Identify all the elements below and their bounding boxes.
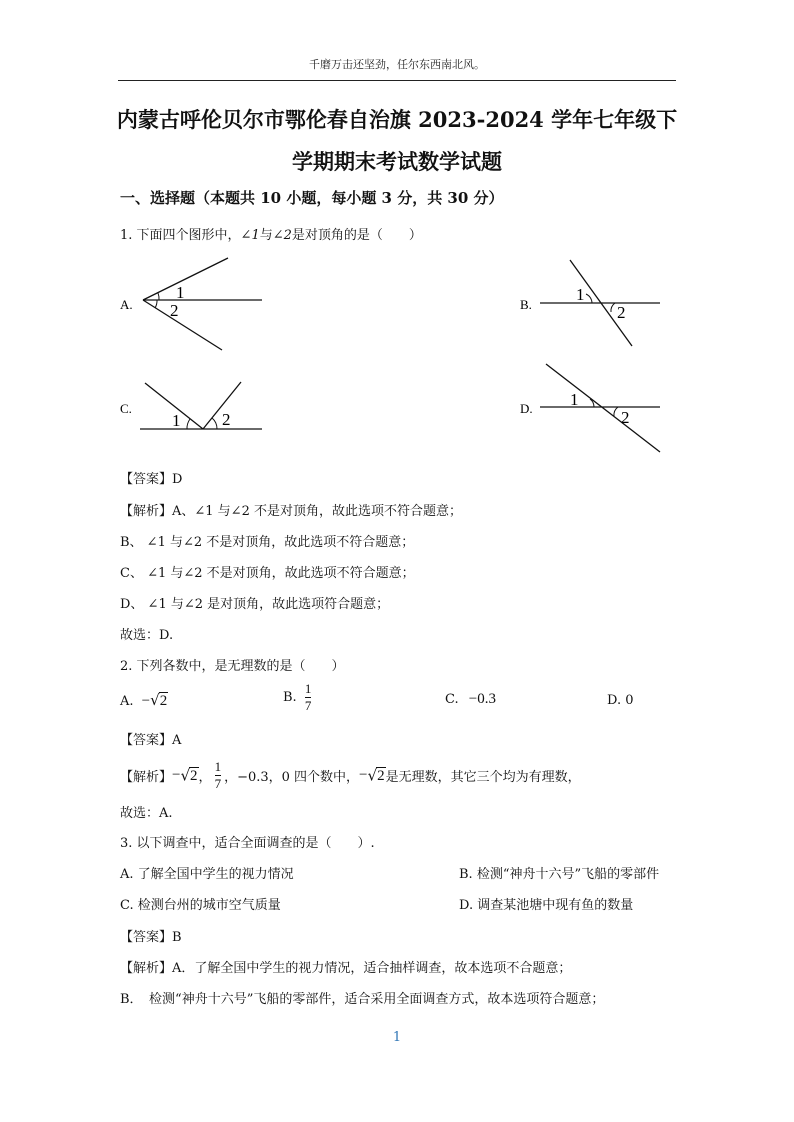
figure-b — [520, 260, 660, 346]
figure-c-label: C. — [120, 401, 132, 416]
q2-explain-radicand-2: 2 — [377, 767, 385, 784]
figure-d-label-2: 2 — [621, 408, 630, 427]
q2-option-c-label: C. — [445, 692, 459, 707]
sqrt-icon: √ — [150, 691, 160, 709]
question-1-explain-line: C、 ∠1 与∠2 不是对顶角，故此选项不符合题意； — [120, 566, 415, 581]
q2-option-d: D. 0 — [607, 693, 634, 708]
angle-2-symbol: ∠2 — [272, 228, 292, 243]
question-1-explain-line: D、 ∠1 与∠2 是对顶角，故此选项符合题意； — [120, 597, 390, 612]
q2-option-c — [445, 691, 496, 708]
page-title-line1: 内蒙古呼伦贝尔市鄂伦春自治旗 2023-2024 学年七年级下 — [116, 107, 678, 132]
q2-option-b-numerator: 1 — [304, 681, 312, 696]
q2-option-a — [120, 691, 168, 710]
q2-option-b-denominator: 7 — [304, 698, 312, 713]
angle-1-symbol: ∠1 — [240, 228, 260, 243]
question-1-answer: 【答案】D — [120, 472, 183, 487]
question-3-answer: 【答案】B — [120, 930, 182, 945]
q2-explain-tail: 是无理数，其它三个均为有理数， — [385, 770, 581, 785]
section-heading: 一、选择题（本题共 10 小题，每小题 3 分，共 30 分） — [120, 189, 504, 207]
question-1-figures — [0, 0, 794, 470]
figure-b-arc-1 — [586, 294, 592, 303]
q3-option-d: D. 调查某池塘中现有鱼的数量 — [459, 898, 634, 913]
q1-stem-a: 1. 下面四个图形中， — [120, 228, 241, 243]
figure-a-label: A. — [120, 297, 133, 312]
figure-d-transversal — [546, 364, 660, 452]
q3-option-b: B. 检测“神舟十六号”飞船的零部件 — [459, 867, 660, 882]
q2-explain-radicand: 2 — [190, 767, 198, 784]
q2-option-b-fraction — [305, 682, 312, 713]
q2-option-b — [283, 682, 311, 713]
figure-c-label-1: 1 — [172, 411, 181, 430]
figure-d-arc-2 — [614, 407, 618, 416]
q2-explain-neg: − — [172, 767, 181, 783]
figure-d — [520, 364, 660, 452]
q2-explain-neg-2: − — [359, 767, 368, 783]
q2-option-a-neg: − — [141, 693, 151, 709]
question-3-explain-line: B． 检测“神舟十六号”飞船的零部件，适合采用全面调查方式，故本选项符合题意； — [120, 992, 605, 1007]
sqrt-icon: √ — [180, 766, 191, 785]
page-title-line2: 学期期末考试数学试题 — [292, 149, 502, 174]
figure-d-label: D. — [520, 401, 533, 416]
figure-c — [120, 382, 262, 430]
question-2-explain: 【解析】−√2， $\frac{1}{7}$ ，−0.3，0 四个数中，−√2是无理数，其它三个均为有理数， — [120, 759, 581, 791]
figure-b-label-1: 1 — [576, 285, 585, 304]
q2-option-c-value: −0.3 — [468, 691, 496, 707]
figure-a-arc-1 — [158, 293, 159, 300]
q2-explain-list-tail: ，−0.3，0 四个数中， — [224, 770, 360, 785]
q3-option-a: A. 了解全国中学生的视力情况 — [120, 867, 294, 882]
question-2-answer: 【答案】A — [120, 733, 182, 748]
q2-option-a-label: A. — [120, 694, 134, 709]
figure-a-ray-upper — [143, 258, 228, 300]
q2-option-a-radicand: 2 — [159, 693, 168, 709]
figure-b-label-2: 2 — [617, 303, 626, 322]
q1-stem-c: 是对顶角的是（ ） — [291, 228, 422, 243]
figure-a-label-1: 1 — [176, 283, 185, 302]
question-3-stem: 3. 以下调查中，适合全面调查的是（ ）. — [120, 836, 375, 851]
page-number: 1 — [392, 1030, 402, 1045]
q2-explain-numerator: 1 — [214, 759, 222, 774]
figure-c-label-2: 2 — [222, 410, 231, 429]
q2-explain-denominator: 7 — [214, 776, 222, 791]
q2-explain-fraction — [215, 760, 222, 791]
figure-c-arc-1 — [187, 419, 190, 429]
q2-option-b-label: B. — [283, 690, 297, 705]
question-1-explain-line: 故选：D. — [120, 628, 174, 643]
figure-b-arc-2 — [611, 303, 615, 312]
q2-explain-prefix: 【解析】 — [120, 770, 173, 785]
figure-a-label-2: 2 — [170, 301, 179, 320]
sqrt-icon: √ — [367, 766, 378, 785]
question-3-explain-line: 【解析】A．了解全国中学生的视力情况，适合抽样调查，故本选项不合题意； — [120, 961, 572, 976]
q1-stem-b: 与 — [259, 228, 273, 243]
figure-c-arc-2 — [212, 418, 217, 429]
question-1-explain-line: B、 ∠1 与∠2 不是对顶角，故此选项不符合题意； — [120, 535, 415, 550]
question-2-stem: 2. 下列各数中，是无理数的是（ ） — [120, 659, 345, 674]
header-motto: 千磨万击还坚劲，任尔东西南北风。 — [309, 58, 485, 71]
question-1-explain-line: 【解析】A、∠1 与∠2 不是对顶角，故此选项不符合题意； — [120, 504, 462, 519]
figure-b-label: B. — [520, 297, 532, 312]
figure-d-label-1: 1 — [570, 390, 579, 409]
figure-a — [120, 258, 262, 350]
question-2-conclusion: 故选：A. — [120, 806, 173, 821]
figure-a-arc-2 — [155, 300, 157, 308]
q3-option-c: C. 检测台州的城市空气质量 — [120, 898, 281, 913]
